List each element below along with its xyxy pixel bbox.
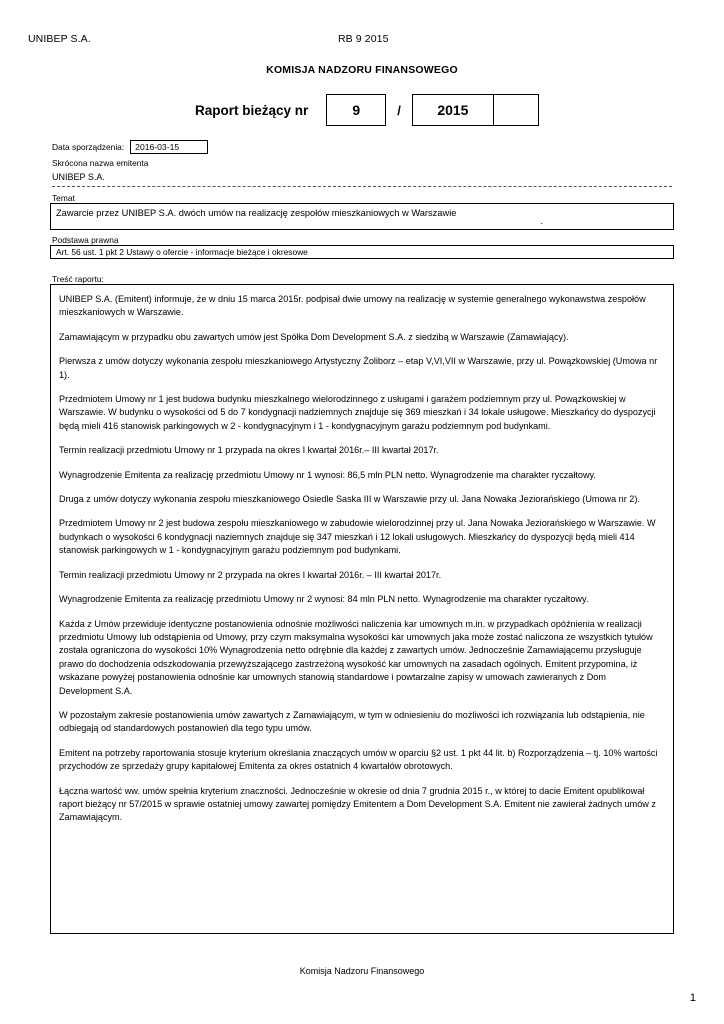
content-paragraph: Pierwsza z umów dotyczy wykonania zespołu mieszkaniowego Artystyczny Żoliborz – etap V,VI,VII w Warszawie, przy ul. Powązkowskiej (Umowa nr 1). — [59, 356, 658, 380]
content-paragraph: Wynagrodzenie Emitenta za realizację przedmiotu Umowy nr 1 wynosi: 86,5 mln PLN netto. Wynagrodzenie ma charakter ryczałtowy. — [59, 469, 596, 480]
subject-label: Temat — [52, 193, 75, 203]
content-paragraph: Druga z umów dotyczy wykonania zespołu mieszkaniowego Osiedle Saska III w Warszawie przy ul. Jana Nowaka Jeziorańskiego (Umowa nr 2). — [59, 494, 640, 505]
authority-title: KOMISJA NADZORU FINANSOWEGO — [266, 64, 458, 76]
report-year-box: 2015 — [412, 94, 494, 126]
content-paragraph: Łączna wartość ww. umów spełnia kryterium znaczności. Jednocześnie w okresie od dnia 7 grudnia 2015 r., w której to dacie Emitent opublikował raport bieżący nr 57/2015 w sprawie ostatniej umowy zawartej pomiędzy Emitentem a Dom Development S.A. Emitent nie zawierał żadnych umów z Zamawiającym. — [59, 785, 656, 823]
footer-text: Komisja Nadzoru Finansowego — [299, 966, 425, 976]
metadata-block — [52, 140, 672, 187]
metadata-divider — [52, 186, 672, 187]
subject-box — [50, 203, 674, 230]
preparation-date-value: 2016-03-15 — [130, 140, 208, 154]
legal-basis-label: Podstawa prawna — [52, 235, 119, 245]
report-year-group — [412, 94, 539, 126]
legal-basis-box: Art. 56 ust. 1 pkt 2 Ustawy o ofercie - informacje bieżące i okresowe — [50, 245, 674, 259]
short-name-value: UNIBEP S.A. — [52, 172, 105, 182]
page-number: 1 — [689, 992, 696, 1004]
report-number-separator: / — [397, 102, 401, 118]
short-name-label: Skrócona nazwa emitenta — [52, 158, 149, 168]
content-label: Treść raportu: — [52, 274, 104, 284]
subject-dot: . — [540, 216, 543, 226]
content-paragraph: Przedmiotem Umowy nr 1 jest budowa budynku mieszkalnego wielorodzinnego z usługami i garażem podziemnym przy ul. Powązkowskiej w Warszawie. W budynku o wysokości od 5 do 7 kondygnacji nadziemnych znajduje się 369 mieszkań i 34 lokale usługowe. Mieszkańcy do dyspozycji będą mieli 416 stanowisk parkingowych w 2 - kondygnacyjnym i 1 - kondygnacyjnym garażu podziemnym pod budynkami. — [59, 394, 656, 431]
content-paragraph: Przedmiotem Umowy nr 2 jest budowa zespołu mieszkaniowego w zabudowie wielorodzinnej przy ul. Jana Nowaka Jeziorańskiego w Warszawie. W budynkach o wysokości 6 kondygnacji naziemnych znajduje się 347 mieszkań i 12 lokali usługowych. Mieszkańcy do dyspozycji będą mieli 414 stanowisk parkingowych w 1 - kondygnacyjnym garażu podziemnym pod budynkami. — [59, 518, 656, 556]
preparation-date-row — [52, 140, 672, 153]
header-company-name: UNIBEP S.A. — [28, 33, 91, 45]
content-paragraph: Wynagrodzenie Emitenta za realizację przedmiotu Umowy nr 2 wynosi: 84 mln PLN netto. Wynagrodzenie ma charakter ryczałtowy. — [59, 594, 589, 605]
report-extra-box — [494, 94, 539, 126]
content-paragraph: UNIBEP S.A. (Emitent) informuje, że w dniu 15 marca 2015r. podpisał dwie umowy na realizację w systemie generalnego wykonawstwa zespołów mieszkaniowych w Warszawie. — [59, 294, 646, 318]
content-paragraph: W pozostałym zakresie postanowienia umów zawartych z Zamawiającym, w tym w odniesieniu do możliwości ich rozwiązania lub odstąpienia, nie odbiegają od standardowych postanowień dla tego typu umów. — [59, 709, 645, 734]
content-paragraph: Każda z Umów przewiduje identyczne postanowienia odnośnie możliwości naliczenia kar umownych m.in. w przypadkach opóźnienia w realizacji przedmiotu Umowy lub odstąpienia od Umowy, przy czym maksymalna wysokości kar umownych jaka może zostać naliczona ze wszystkich tytułów została ograniczona do wysokości 10% Wynagrodzenia netto odrębnie dla każdej z zawartych umów. Jednocześnie Zamawiającemu przysługuje prawo do dochodzenia odszkodowania przewyższającego zastrzeżoną wysokość kar umownych na zasadach ogólnych. Emitent przypomina, iż wskazane powyżej postanowienia odnośnie kar umownych stanowią standardowe i powtarzalne zapisy w umowach zawieranych z Dom Development S.A. — [59, 618, 653, 696]
content-paragraph: Zamawiającym w przypadku obu zawartych umów jest Spółka Dom Development S.A. z siedzibą w Warszawie (Zamawiający). — [59, 331, 569, 342]
header-report-reference: RB 9 2015 — [338, 33, 389, 45]
preparation-date-label: Data sporządzenia: — [52, 141, 125, 152]
content-paragraph: Emitent na potrzeby raportowania stosuje kryterium określania znaczących umów w oparciu §2 ust. 1 pkt 44 lit. b) Rozporządzenia – tj. 10% wartości przychodów ze sprzedaży grupy kapitałowej Emitenta za okres ostatnich 4 kwartałów obrotowych. — [59, 747, 658, 772]
report-number-row — [195, 94, 539, 126]
report-content-box — [50, 284, 674, 934]
report-number-box: 9 — [326, 94, 386, 126]
subject-text: Zawarcie przez UNIBEP S.A. dwóch umów na realizację zespołów mieszkaniowych w Warszawie — [56, 208, 457, 218]
content-paragraph: Termin realizacji przedmiotu Umowy nr 1 przypada na okres I kwartał 2016r.– III kwartał 2017r. — [59, 445, 439, 456]
report-number-label: Raport bieżący nr — [195, 102, 309, 118]
content-paragraph: Termin realizacji przedmiotu Umowy nr 2 przypada na okres I kwartał 2016r. – III kwartał 2017r. — [59, 569, 442, 580]
